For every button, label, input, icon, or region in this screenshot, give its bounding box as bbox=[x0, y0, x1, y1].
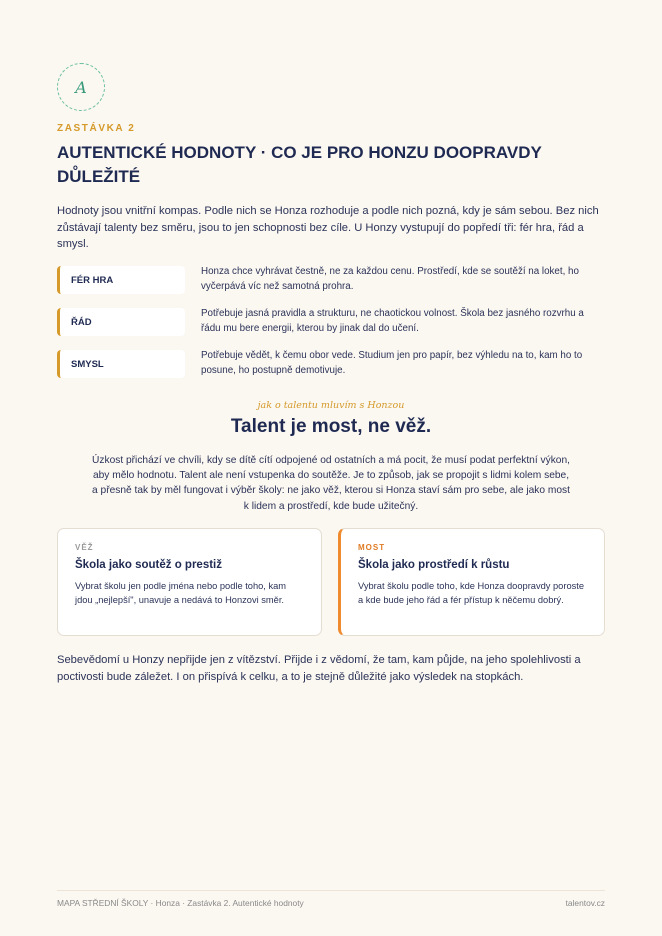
card-text: Vybrat školu podle toho, kde Honza doopravdy poroste a kde bude jeho řád a fér přístup k něčemu dobrý. bbox=[358, 581, 585, 605]
stop-label: ZASTÁVKA 2 bbox=[57, 123, 136, 134]
value-tag: SMYSL bbox=[57, 350, 185, 378]
value-row-smysl bbox=[57, 349, 605, 391]
value-row-fer-hra bbox=[57, 265, 605, 307]
card-label: MOST bbox=[358, 543, 386, 552]
value-row-rad bbox=[57, 307, 605, 349]
footer-site-link[interactable]: talentov.cz bbox=[565, 898, 605, 908]
card-label: VĚŽ bbox=[75, 543, 94, 552]
footer-divider bbox=[57, 890, 605, 891]
footer-breadcrumb: MAPA STŘEDNÍ ŠKOLY · Honza · Zastávka 2. Autentické hodnoty bbox=[57, 898, 304, 908]
page-title: AUTENTICKÉ HODNOTY · CO JE PRO HONZU DOOPRAVDY DŮLEŽITÉ bbox=[57, 143, 542, 186]
intro-paragraph: Hodnoty jsou vnitřní kompas. Podle nich se Honza rozhoduje a podle nich pozná, kdy je sám sebou. Bez nich zůstávají talenty bez směru, jsou to jen schopnosti bez cíle. U Honzy vystupují do popředí tři: fér hra, řád a smysl. bbox=[57, 205, 599, 250]
card-tower bbox=[57, 528, 322, 636]
logo-badge bbox=[57, 63, 105, 111]
value-description: Potřebuje vědět, k čemu obor vede. Studium jen pro papír, bez výhledu na to, kam ho to posune, ho postupně demotivuje. bbox=[201, 350, 583, 376]
value-tag: ŘÁD bbox=[57, 308, 185, 336]
card-title: Škola jako soutěž o prestiž bbox=[75, 559, 222, 571]
section-heading: Talent je most, ne věž. bbox=[230, 416, 432, 437]
card-title: Škola jako prostředí k růstu bbox=[358, 559, 510, 571]
value-description: Potřebuje jasná pravidla a strukturu, ne chaotickou volnost. Škola bez jasného rozvrhu a řádu mu bere energii, kterou by jinak dal do učení. bbox=[201, 308, 584, 334]
script-subheading: jak o talentu mluvím s Honzou bbox=[257, 400, 405, 411]
card-text: Vybrat školu jen podle jména nebo podle toho, kam jdou „nejlepší", unavuje a nedává to Honzovi směr. bbox=[75, 581, 287, 605]
value-description: Honza chce vyhrávat čestně, ne za každou cenu. Prostředí, kde se soutěží na loket, ho vyčerpává víc než samotná prohra. bbox=[201, 266, 579, 292]
value-tag: FÉR HRA bbox=[57, 266, 185, 294]
values-list bbox=[57, 265, 605, 391]
logo-letter: A bbox=[75, 77, 87, 97]
closing-paragraph: Sebevědomí u Honzy nepřijde jen z vítězství. Přijde i z vědomí, že tam, kam půjde, na jeho spolehlivosti a poctivosti bude záležet. I on přispívá k celku, a to je stejně důležité jako výsledek na stopkách. bbox=[57, 654, 581, 683]
card-bridge bbox=[338, 528, 605, 636]
section-paragraph: Úzkost přichází ve chvíli, kdy se dítě cítí odpojené od ostatních a má pocit, že musí podat perfektní výkon, aby mělo hodnotu. Talent ale není vstupenka do soutěže. Je to způsob, jak se propojit s lidmi kolem sebe, a přesně tak by měl fungovat i výběr školy: ne jako věž, kterou si Honza staví sám pro sebe, ale jako most k lidem a prostředí, kde bude užitečný. bbox=[92, 455, 570, 512]
